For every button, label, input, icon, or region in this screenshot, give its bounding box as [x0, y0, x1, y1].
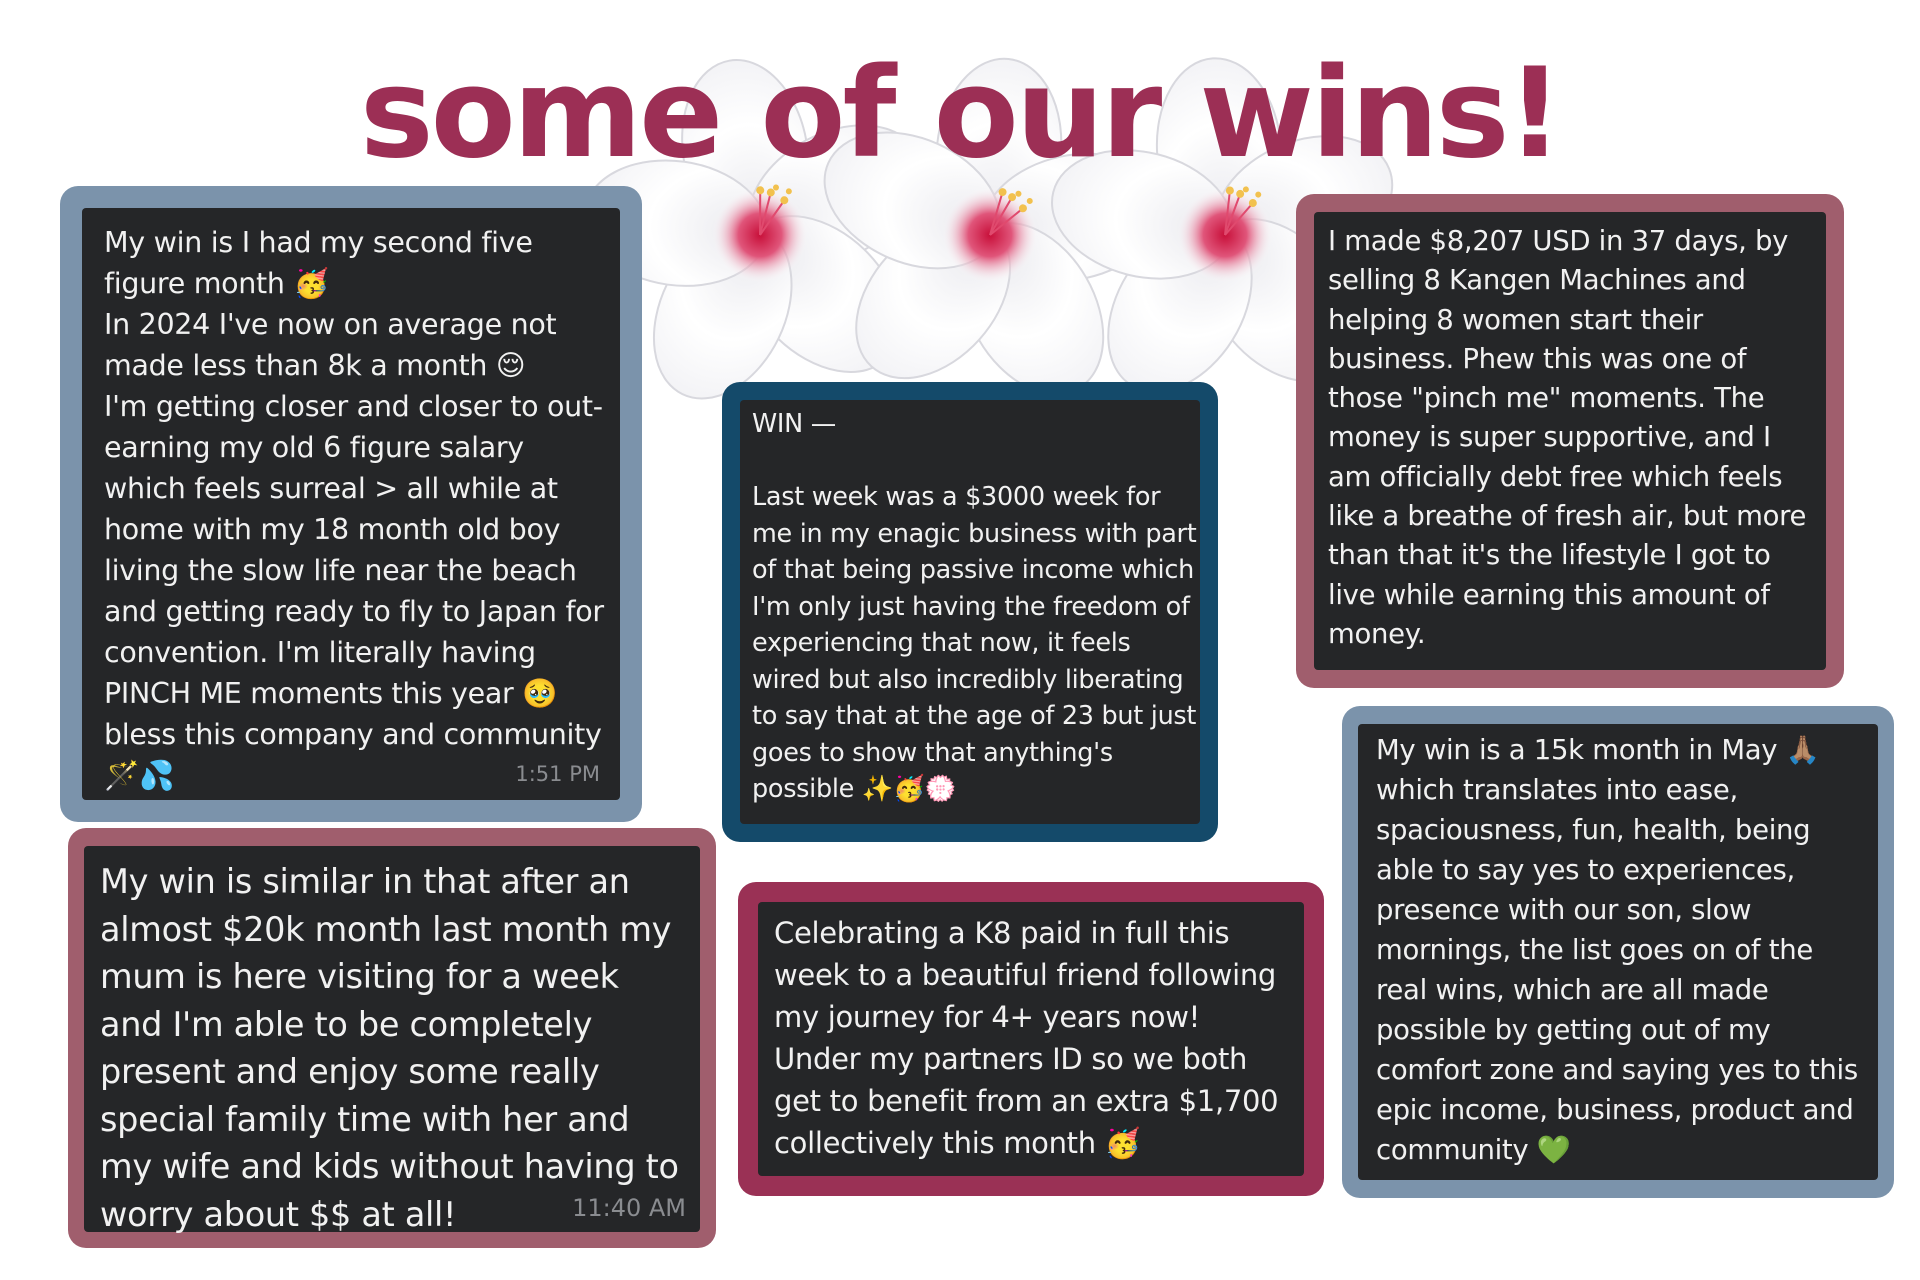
- message-timestamp: 11:40 AM: [572, 1194, 686, 1222]
- win-card-second-five-figure-month: [60, 186, 642, 822]
- win-card-3000-week: [722, 382, 1218, 842]
- win-card-8207-usd: [1296, 194, 1844, 688]
- win-card-message: I made $8,207 USD in 37 days, by selling 8 Kangen Machines and helping 8 women start their business. Phew this was one of those "pinch me" moments. The money is super supportive, and I am officially debt free which feels like a breathe of fresh air, but more than that it's the lifestyle I got to live while earning this amount of money.: [1328, 225, 1815, 650]
- win-card-message: My win is similar in that after an almost $20k month last month my mum is here visiting for a week and I'm able to be completely present and enjoy some really special family time with her and my wife and kids without having to worry about $$ at all!: [100, 862, 690, 1234]
- win-card-15k-month: [1342, 706, 1894, 1198]
- win-card-k8-paid-in-full: [738, 882, 1324, 1196]
- message-timestamp: 1:51 PM: [515, 762, 600, 786]
- win-card-message: My win is I had my second five figure month 🥳 In 2024 I've now on average not made less than 8k a month 😌 I'm getting closer and closer to out-earning my old 6 figure salary which feels surreal > all while at home with my 18 month old boy living the slow life near the beach and getting ready to fly to Japan for convention. I'm literally having PINCH ME moments this year 🥹 bless this company and community 🪄💦: [104, 226, 604, 792]
- win-card-message: Celebrating a K8 paid in full this week to a beautiful friend following my journey for 4+ years now! Under my partners ID so we both get to benefit from an extra $1,700 collectively this month 🥳: [774, 916, 1279, 1160]
- page-title: some of our wins!: [359, 42, 1561, 186]
- win-card-message: WIN — Last week was a $3000 week for me in my enagic business with part of that being passive income which I'm only just having the freedom of experiencing that now, it feels wired but also incredibly liberating to say that at the age of 23 but just goes to show that anything's possible ✨🥳💮: [752, 409, 1197, 804]
- win-card-message: My win is a 15k month in May 🙏🏽 which translates into ease, spaciousness, fun, health, being able to say yes to experiences, presence with our son, slow mornings, the list goes on of the real wins, which are all made possible by getting out of my comfort zone and saying yes to this epic income, business, product and community 💚: [1376, 734, 1858, 1166]
- win-card-20k-month: [68, 828, 716, 1248]
